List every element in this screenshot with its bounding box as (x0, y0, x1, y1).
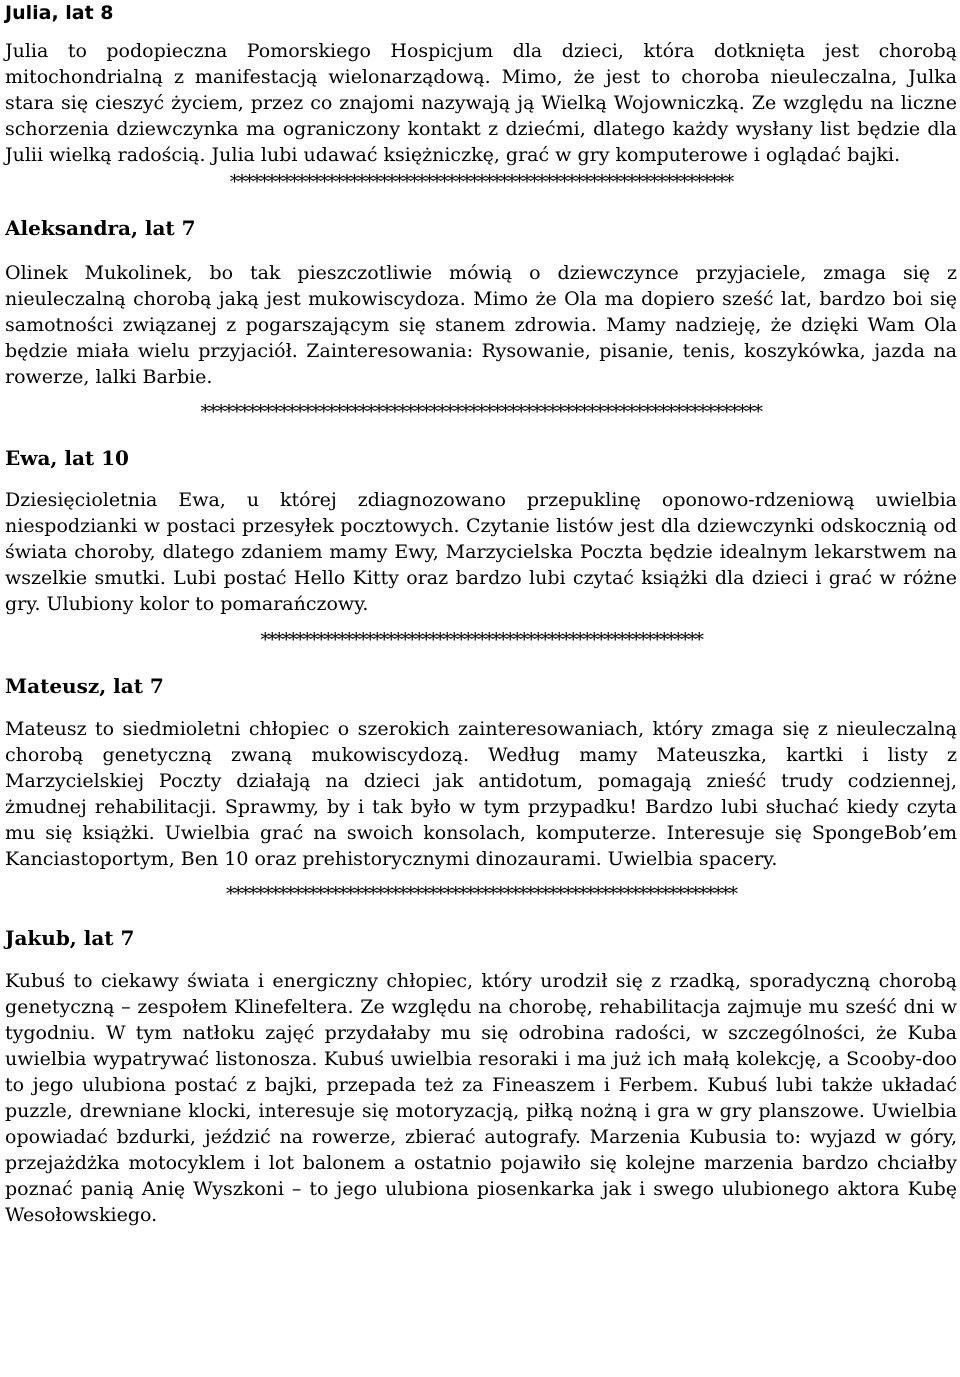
entry-description: Julia to podopieczna Pomorskiego Hospicjum dla dzieci, która dotknięta jest chorobą mitochondrialną z manifestacją wielonarządową. Mimo, że jest to choroba nieuleczalna, Julka stara się cieszyć życiem, przez co znajomi nazywają ją Wielką Wojowniczką. Ze względu na liczne schorzenia dziewczynka ma ograniczony kontakt z dziećmi, dlatego każdy wysłany list będzie dla Julii wielką radością. Julia lubi udawać księżniczkę, grać w gry komputerowe i oglądać bajki. (5, 40, 957, 166)
entry-title: Jakub, lat 7 (5, 926, 135, 950)
entry-title: Aleksandra, lat 7 (5, 216, 196, 240)
entry-separator: *********************************************************************** (200, 403, 762, 423)
entry-julia (5, 0, 957, 193)
document-page (5, 0, 957, 1228)
entry-description: Olinek Mukolinek, bo tak pieszczotliwie mówią o dziewczynce przyjaciele, zmaga się z nieuleczalną chorobą jaką jest mukowiscydoza. Mimo że Ola ma dopiero sześć lat, bardzo boi się samotności związanej z pogarszającym się stanem zdrowia. Mamy nadzieję, że dzięki Wam Ola będzie miała wielu przyjaciół. Zainteresowania: Rysowanie, pisanie, tenis, koszykówka, jazda na rowerze, lalki Barbie. (5, 262, 957, 388)
entry-description: Dziesięcioletnia Ewa, u której zdiagnozowano przepuklinę oponowo-rdzeniową uwielbia niespodzianki w postaci przesyłek pocztowych. Czytanie listów jest dla dziewczynki odskocznią od świata choroby, dlatego zdaniem mamy Ewy, Marzycielska Poczta będzie idealnym lekarstwem na wszelkie smutki. Lubi postać Hello Kitty oraz bardzo lubi czytać książki dla dzieci i grać w różne gry. Ulubiony kolor to pomarańczowy. (5, 489, 957, 615)
entry-mateusz (5, 673, 957, 905)
entry-title: Julia, lat 8 (5, 2, 114, 24)
entry-ewa (5, 445, 957, 651)
entry-aleksandra (5, 215, 957, 423)
entry-separator: *************************************************************** (260, 631, 702, 651)
entry-description: Kubuś to ciekawy świata i energiczny chłopiec, który urodził się z rzadką, sporadyczną chorobą genetyczną – zespołem Klinefeltera. Ze względu na chorobę, rehabilitacja zajmuje mu sześć dni w tygodniu. W tym natłoku zajęć przydałaby mu się odrobina radości, w szczególności, że Kuba uwielbia wypatrywać listonosza. Kubuś uwielbia resoraki i ma już ich małą kolekcję, a Scooby-doo to jego ulubiona postać z bajki, przepada też za Fineaszem i Ferbem. Kubuś lubi także układać puzzle, drewniane klocki, interesuje się motoryzacją, piłką nożną i gra w gry planszowe. Uwielbia opowiadać bzdurki, jeździć na rowerze, zbierać autografy. Marzenia Kubusia to: wyjazd w góry, przejażdżka motocyklem i lot balonem a ostatnio pojawiło się kolejne marzenia bardzo chciałby poznać panią Anię Wyszkoni – to jego ulubiona piosenkarka jak i swego ulubionego aktora Kubę Wesołowskiego. (5, 970, 957, 1226)
entry-separator: ******************************************************************** (226, 885, 736, 905)
entry-jakub (5, 925, 957, 1228)
entry-separator: ******************************************************************* (229, 173, 733, 193)
entry-title: Mateusz, lat 7 (5, 674, 164, 698)
entry-title: Ewa, lat 10 (5, 446, 129, 470)
entry-description: Mateusz to siedmioletni chłopiec o szerokich zainteresowaniach, który zmaga się z nieuleczalną chorobą genetyczną zwaną mukowiscydozą. Według mamy Mateuszka, kartki i listy z Marzycielskiej Poczty działają na dzieci jak antidotum, pomagają znieść trudy codziennej, żmudnej rehabilitacji. Sprawmy, by i tak było w tym przypadku! Bardzo lubi słuchać kiedy czyta mu się książki. Uwielbia grać na swoich konsolach, komputerze. Interesuje się SpongeBob’em Kanciastoportym, Ben 10 oraz prehistorycznymi dinozaurami. Uwielbia spacery. (5, 718, 957, 870)
